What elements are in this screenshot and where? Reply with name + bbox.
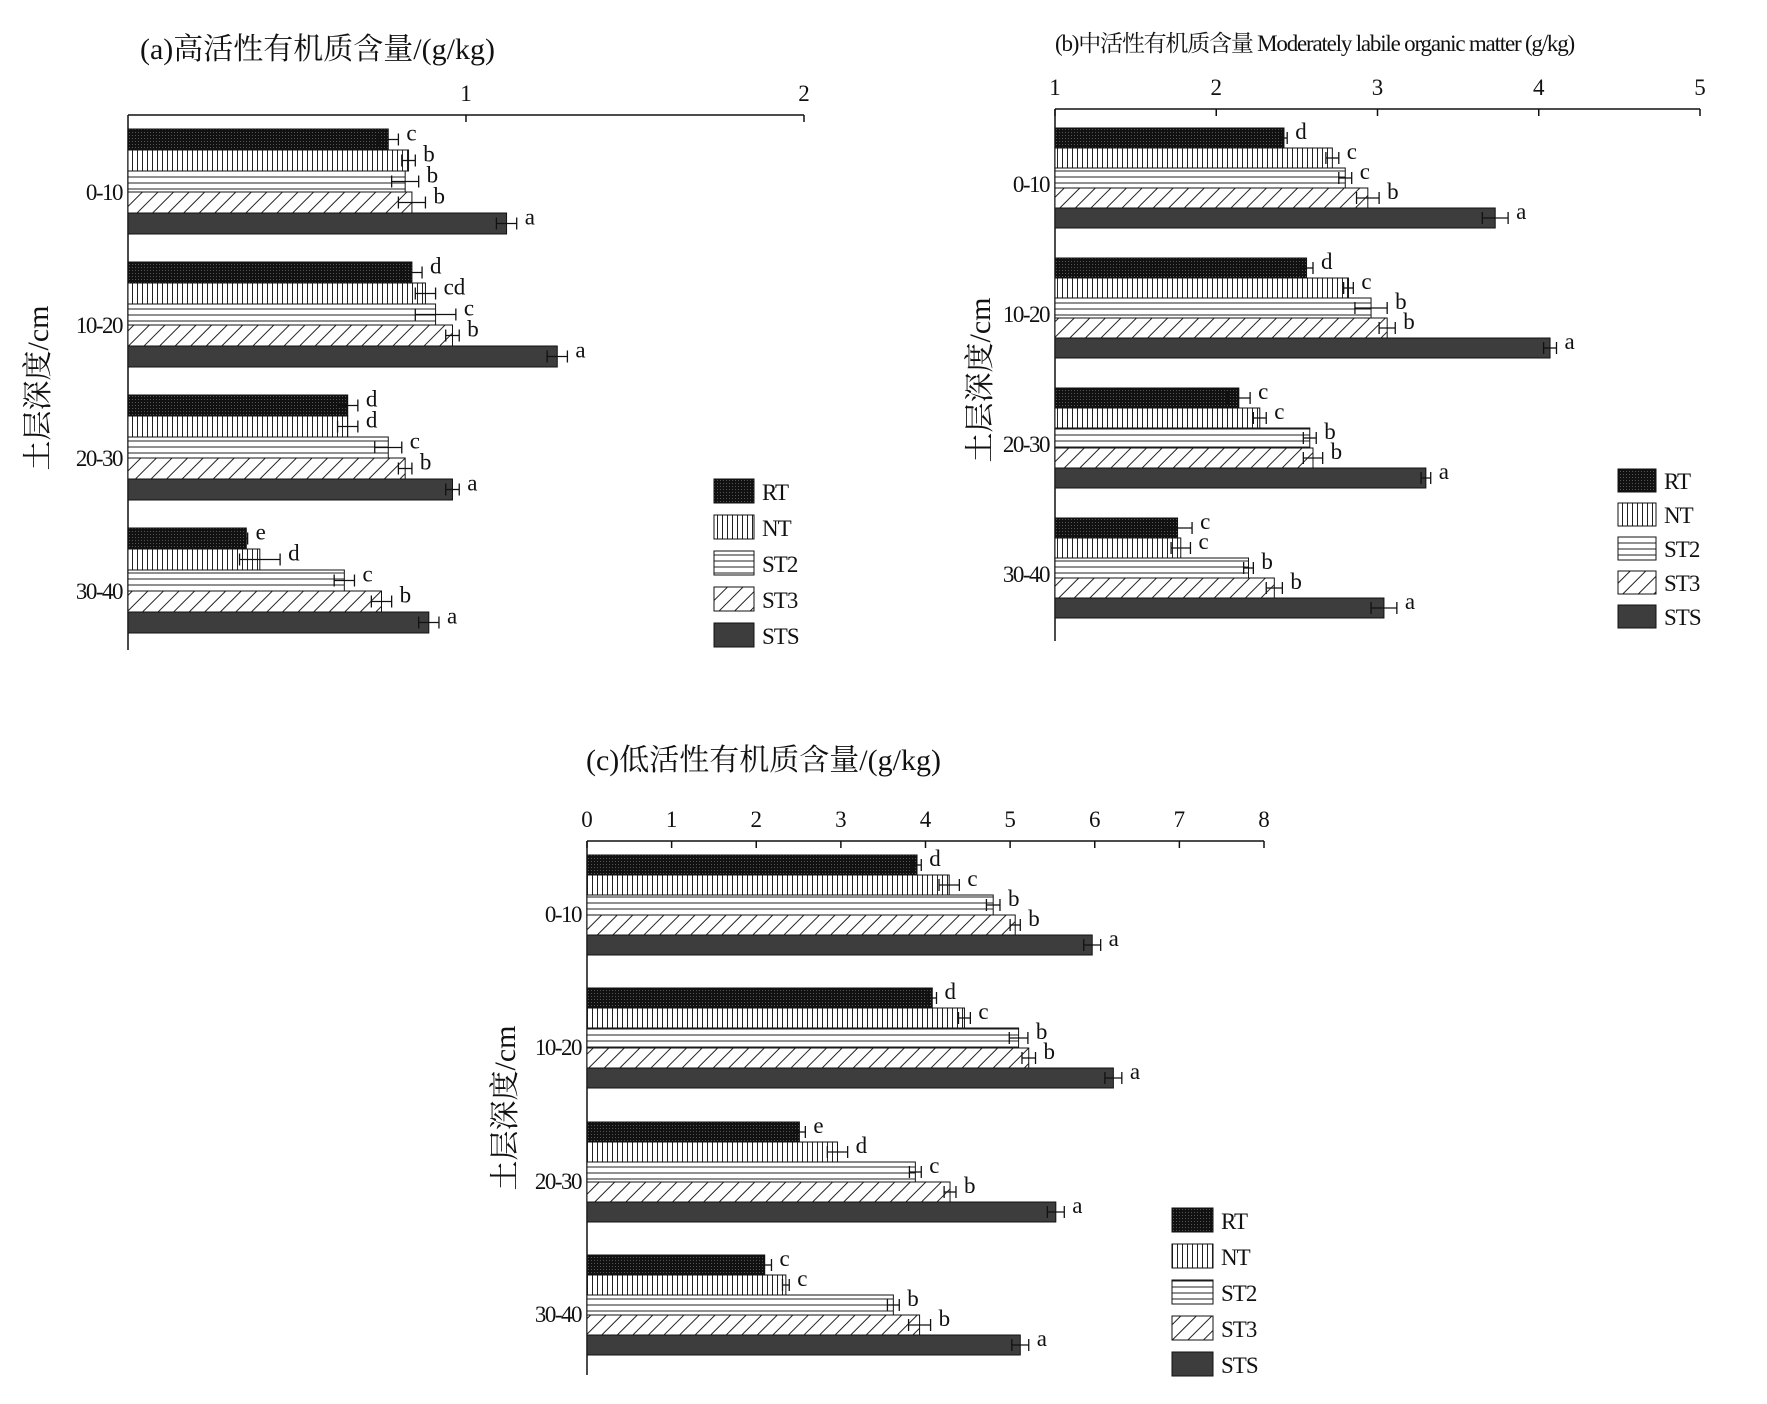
bar-nt (1055, 278, 1348, 298)
bar-sts (128, 346, 557, 367)
bar-rt (128, 528, 246, 549)
significance-label: d (1295, 119, 1307, 144)
legend-swatch-rt (1618, 469, 1656, 492)
bar-rt (1055, 518, 1178, 538)
bar-sts (1055, 598, 1384, 618)
significance-label: a (467, 470, 478, 496)
category-label: 10-20 (534, 1035, 581, 1060)
bar-nt (128, 150, 409, 171)
panel-a-title: (a)高活性有机质含量/(g/kg) (140, 33, 495, 66)
category-label: 30-40 (1002, 562, 1049, 587)
significance-label: a (1108, 926, 1119, 951)
legend-label: ST3 (1664, 571, 1700, 596)
bar-st2 (1055, 168, 1345, 188)
bar-st3 (587, 1315, 920, 1335)
significance-label: d (430, 253, 442, 279)
significance-label: c (409, 428, 420, 454)
category-label: 20-30 (534, 1169, 581, 1194)
significance-label: b (423, 141, 435, 167)
bar-st2 (128, 304, 436, 325)
legend-swatch-sts (714, 623, 754, 647)
bar-nt (587, 1142, 837, 1162)
bar-rt (1055, 388, 1239, 408)
significance-label: c (967, 866, 978, 891)
bar-rt (128, 395, 348, 416)
x-tick-label: 2 (798, 81, 810, 106)
legend-label: ST3 (762, 588, 798, 613)
bar-sts (128, 213, 507, 234)
x-tick-label: 1 (460, 81, 472, 106)
x-tick-label: 7 (1173, 807, 1186, 832)
legend-swatch-st3 (1618, 571, 1656, 594)
legend-swatch-rt (714, 479, 754, 503)
bar-st3 (128, 458, 405, 479)
legend (1172, 1208, 1258, 1378)
significance-label: c (1346, 139, 1358, 164)
bar-st3 (587, 915, 1015, 935)
significance-label: b (907, 1286, 919, 1311)
x-tick-label: 4 (1533, 75, 1545, 100)
legend-label: NT (1664, 503, 1693, 528)
bar-sts (1055, 468, 1426, 488)
significance-label: b (938, 1306, 951, 1331)
legend-label: ST2 (1664, 537, 1700, 562)
legend-label: ST2 (762, 552, 798, 577)
legend-swatch-sts (1172, 1352, 1213, 1376)
significance-label: c (1258, 379, 1269, 404)
bar-sts (587, 935, 1092, 955)
legend-swatch-rt (1172, 1208, 1213, 1232)
bar-st2 (128, 570, 344, 591)
legend-swatch-st3 (1172, 1316, 1213, 1340)
significance-label: c (1359, 159, 1370, 184)
significance-label: c (463, 295, 475, 321)
panel-a-chart (22, 33, 810, 650)
x-tick-label: 0 (581, 807, 593, 832)
panel-b-title: (b)中活性有机质含量 Moderately labile organic matter (g/kg) (1055, 31, 1574, 56)
significance-label: a (524, 204, 535, 230)
significance-label: b (1261, 549, 1273, 574)
bar-st2 (587, 1295, 893, 1315)
legend-label: ST2 (1221, 1281, 1257, 1306)
bar-sts (587, 1068, 1113, 1088)
significance-label: c (1198, 529, 1209, 554)
legend-swatch-st2 (1618, 537, 1656, 560)
x-tick-label: 1 (1049, 75, 1061, 100)
significance-label: a (1564, 329, 1575, 354)
significance-label: a (1129, 1059, 1141, 1084)
significance-label: e (255, 519, 266, 545)
significance-label: b (1324, 419, 1336, 444)
significance-label: d (929, 846, 941, 871)
significance-label: b (1007, 886, 1020, 911)
significance-label: a (1072, 1193, 1083, 1218)
x-tick-label: 3 (835, 807, 847, 832)
bar-sts (128, 479, 452, 500)
bar-st2 (587, 1162, 915, 1182)
legend-label: NT (1221, 1245, 1250, 1270)
significance-label: b (1403, 309, 1415, 334)
significance-label: b (963, 1173, 976, 1198)
significance-label: c (779, 1246, 790, 1271)
significance-label: b (426, 162, 439, 188)
category-label: 30-40 (534, 1302, 581, 1327)
significance-label: c (1361, 269, 1372, 294)
bar-sts (128, 612, 429, 633)
significance-label: c (406, 120, 417, 146)
x-tick-label: 6 (1089, 807, 1101, 832)
bar-nt (128, 416, 348, 437)
legend-swatch-nt (1172, 1244, 1213, 1268)
bar-nt (587, 1275, 786, 1295)
significance-label: d (855, 1133, 868, 1158)
bar-st2 (128, 171, 405, 192)
significance-label: b (1290, 569, 1302, 594)
bar-st3 (1055, 318, 1387, 338)
bar-rt (587, 855, 917, 875)
bar-nt (1055, 538, 1181, 558)
legend-swatch-sts (1618, 605, 1656, 628)
category-label: 30-40 (75, 579, 122, 604)
bar-rt (1055, 128, 1284, 148)
legend-swatch-st2 (1172, 1280, 1213, 1304)
panel-b-chart (964, 31, 1706, 641)
legend-label: ST3 (1221, 1317, 1257, 1342)
bar-nt (587, 875, 949, 895)
bar-st3 (1055, 578, 1274, 598)
bar-sts (1055, 208, 1495, 228)
bar-st2 (587, 1028, 1019, 1048)
significance-label: b (399, 582, 412, 608)
bar-st3 (1055, 448, 1313, 468)
significance-label: b (1043, 1039, 1056, 1064)
bar-st2 (1055, 298, 1371, 318)
bar-st3 (128, 192, 412, 213)
panel-b-y-axis-label: 土层深度/cm (964, 297, 997, 463)
bar-rt (128, 262, 412, 283)
significance-label: b (433, 183, 445, 209)
x-tick-label: 2 (1210, 75, 1222, 100)
bar-sts (587, 1202, 1056, 1222)
bar-nt (1055, 148, 1332, 168)
bar-nt (128, 283, 425, 304)
significance-label: c (1274, 399, 1285, 424)
legend-swatch-st3 (714, 587, 754, 611)
bar-st3 (1055, 188, 1368, 208)
significance-label: e (813, 1113, 824, 1138)
legend-label: RT (1664, 469, 1691, 494)
bar-st2 (587, 895, 993, 915)
x-tick-label: 5 (1004, 807, 1016, 832)
category-label: 10-20 (1002, 302, 1049, 327)
category-label: 0-10 (544, 902, 581, 927)
bar-sts (1055, 338, 1550, 358)
bar-nt (587, 1008, 964, 1028)
bar-nt (1055, 408, 1260, 428)
legend-swatch-st2 (714, 551, 754, 575)
category-label: 0-10 (85, 180, 122, 205)
bar-st3 (128, 325, 452, 346)
significance-label: a (575, 337, 586, 363)
panel-a-y-axis-label: 土层深度/cm (22, 305, 55, 471)
bar-st3 (587, 1048, 1029, 1068)
significance-label: b (419, 449, 432, 475)
legend (714, 479, 799, 649)
x-tick-label: 4 (919, 807, 932, 832)
significance-label: b (1387, 179, 1399, 204)
legend-label: NT (762, 516, 791, 541)
significance-label: c (1200, 509, 1211, 534)
significance-label: b (1395, 289, 1407, 314)
legend-label: STS (1221, 1353, 1258, 1378)
significance-label: b (1035, 1019, 1048, 1044)
significance-label: d (1321, 249, 1333, 274)
legend-swatch-nt (714, 515, 754, 539)
significance-label: d (288, 540, 300, 566)
legend-label: RT (1221, 1209, 1248, 1234)
significance-label: d (944, 979, 957, 1004)
significance-label: d (365, 407, 378, 433)
bar-st2 (128, 437, 388, 458)
category-label: 0-10 (1012, 172, 1049, 197)
significance-label: c (362, 561, 373, 587)
panel-c-title: (c)低活性有机质含量/(g/kg) (586, 744, 941, 777)
bar-sts (587, 1335, 1020, 1355)
bar-rt (587, 988, 932, 1008)
category-label: 20-30 (75, 446, 122, 471)
bar-rt (587, 1122, 799, 1142)
legend-swatch-nt (1618, 503, 1656, 526)
significance-label: c (929, 1153, 940, 1178)
significance-label: a (1404, 589, 1416, 614)
x-tick-label: 2 (750, 807, 762, 832)
legend-label: STS (762, 624, 799, 649)
significance-label: c (978, 999, 989, 1024)
bar-rt (1055, 258, 1307, 278)
bar-st2 (1055, 428, 1310, 448)
significance-label: a (1036, 1326, 1047, 1351)
legend-label: STS (1664, 605, 1701, 630)
bar-st2 (1055, 558, 1249, 578)
significance-label: a (1438, 459, 1449, 484)
significance-label: d (365, 386, 378, 412)
significance-label: b (1330, 439, 1343, 464)
panel-c-y-axis-label: 土层深度/cm (489, 1025, 522, 1191)
significance-label: b (467, 316, 479, 342)
significance-label: cd (443, 274, 466, 300)
x-tick-label: 1 (665, 807, 678, 832)
x-tick-label: 3 (1371, 75, 1384, 100)
significance-label: a (1516, 199, 1527, 224)
significance-label: a (446, 603, 458, 629)
x-tick-label: 8 (1258, 807, 1270, 832)
panel-c-chart (489, 744, 1270, 1378)
bar-st3 (128, 591, 382, 612)
x-tick-label: 5 (1694, 75, 1706, 100)
category-label: 10-20 (75, 313, 122, 338)
category-label: 20-30 (1002, 432, 1049, 457)
bar-st3 (587, 1182, 950, 1202)
significance-label: c (797, 1266, 808, 1291)
significance-label: b (1028, 906, 1040, 931)
bar-rt (128, 129, 388, 150)
legend (1618, 469, 1701, 630)
legend-label: RT (762, 480, 789, 505)
bar-rt (587, 1255, 765, 1275)
